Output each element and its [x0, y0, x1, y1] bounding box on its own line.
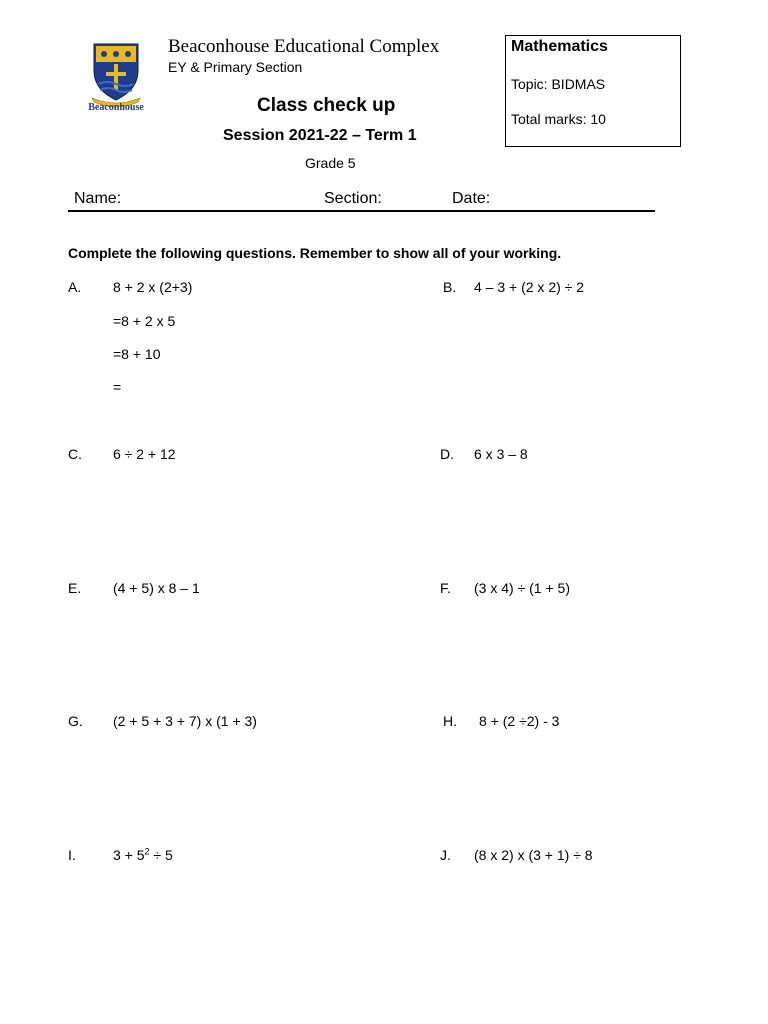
logo-wordmark: Beaconhouse	[88, 102, 144, 113]
page-title: Class check up	[257, 95, 396, 116]
header-divider	[68, 210, 655, 212]
total-marks-label: Total marks: 10	[511, 111, 606, 127]
instructions: Complete the following questions. Remember to show all of your working.	[68, 245, 562, 261]
question-j: (8 x 2) x (3 + 1) ÷ 8	[474, 847, 593, 863]
question-label-j: J.	[440, 847, 451, 863]
section-field-label: Section:	[324, 190, 382, 207]
question-label-f: F.	[440, 580, 451, 596]
question-label-h: H.	[443, 713, 457, 729]
question-label-b: B.	[443, 279, 457, 295]
question-a: 8 + 2 x (2+3)	[113, 279, 193, 295]
name-field-label: Name:	[74, 190, 122, 207]
school-name: Beaconhouse Educational Complex	[168, 36, 440, 57]
grade-label: Grade 5	[305, 155, 356, 171]
question-e: (4 + 5) x 8 – 1	[113, 580, 200, 596]
school-logo	[80, 40, 152, 116]
working-line-1: =8 + 2 x 5	[113, 313, 176, 329]
working-line-3: =	[113, 379, 122, 395]
question-i-tail: ÷ 5	[149, 847, 173, 863]
question-b: 4 – 3 + (2 x 2) ÷ 2	[474, 279, 585, 295]
question-i	[113, 847, 173, 863]
question-i-exponent: 2	[144, 846, 150, 857]
date-field-label: Date:	[452, 190, 491, 207]
question-label-g: G.	[68, 713, 83, 729]
working-line-2: =8 + 10	[113, 346, 161, 362]
topic-label: Topic: BIDMAS	[511, 76, 606, 92]
question-c: 6 ÷ 2 + 12	[113, 446, 176, 462]
question-label-d: D.	[440, 446, 454, 462]
question-f: (3 x 4) ÷ (1 + 5)	[474, 580, 570, 596]
question-label-i: I.	[68, 847, 76, 863]
question-g: (2 + 5 + 3 + 7) x (1 + 3)	[113, 713, 257, 729]
section-subtitle: EY & Primary Section	[168, 59, 303, 75]
question-label-c: C.	[68, 446, 82, 462]
question-label-e: E.	[68, 580, 82, 596]
question-d: 6 x 3 – 8	[474, 446, 528, 462]
session-label: Session 2021-22 – Term 1	[223, 127, 417, 144]
subject-label: Mathematics	[511, 38, 608, 55]
question-i-base: 3 + 5	[113, 847, 145, 863]
question-label-a: A.	[68, 279, 82, 295]
question-h: 8 + (2 ÷2) - 3	[479, 713, 560, 729]
